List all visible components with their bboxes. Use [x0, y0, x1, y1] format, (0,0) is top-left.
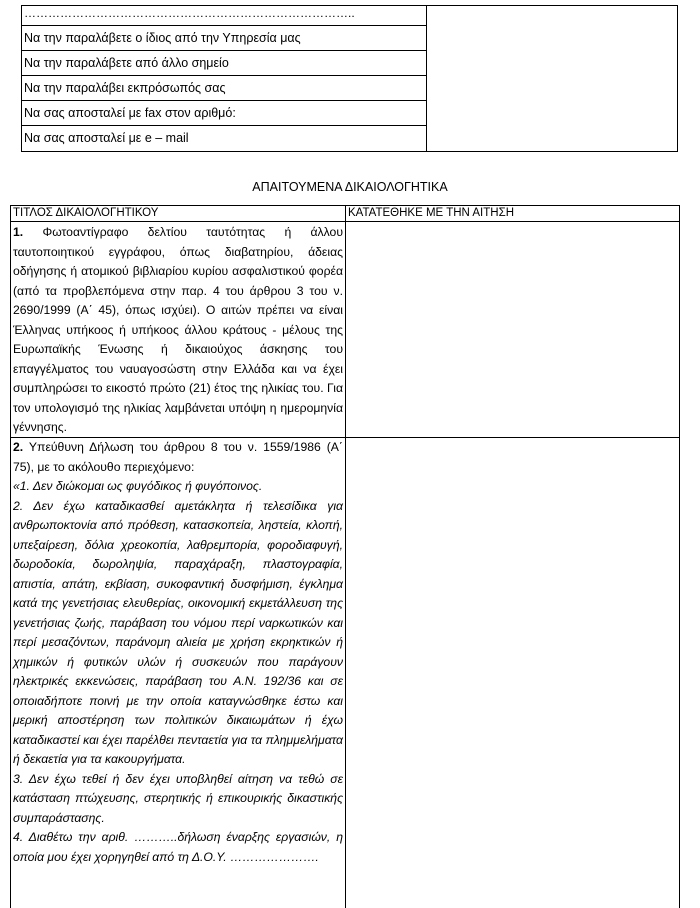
declaration-point-2: 2. Δεν έχω καταδικασθεί αμετάκλητα ή τελεσίδικα για ανθρωποκτονία από πρόθεση, κατασκοπεία, ληστεία, κλοπή, υπεξαίρεση, δόλια χρεοκοπία, λαθρεμπορία, φοροδιαφυγή, δωροδοκία, δωροληψία, παραχάραξη, πλαστογραφία, απιστία, απάτη, εκβίαση, συκοφαντική δυσφήμιση, έγκλημα κατά της γενετήσιας ελευθερίας, οικονομική εκμετάλλευση της γενετήσιας ζωής, παράβαση του νόμου περί ναρκωτικών και περί μεσαζόντων, παράνομη αλιεία με χρήση εκρηκτικών ή χημικών ή φυτικών υλών ή συσκευών που παράγουν ηλεκτρικές εκκενώσεις, παράβαση του Α.Ν. 192/36 και σε οποιαδήποτε ποινή με την οποία καταγνώσθηκε έστω και μερική αποστέρηση των πολιτικών δικαιωμάτων ή έχω καταδικαστεί και έχει παρέλθει πενταετία για τα πλημμελήματα ή δεκαετία για τα κακουργήματα. [13, 498, 343, 766]
option-fax: Να σας αποσταλεί με fax στον αριθμό: [22, 101, 426, 126]
delivery-options-table [21, 5, 678, 152]
required-documents-table [10, 205, 680, 908]
option-receive-in-person: Να την παραλάβετε ο ίδιος από την Υπηρεσία μας [22, 26, 426, 51]
delivery-options-list [22, 6, 426, 151]
header-submitted-with-application: ΚΑΤΑΤΕΘΗΚΕ ΜΕ ΤΗΝ ΑΙΤΗΣΗ [348, 207, 514, 219]
declaration-point-3: 3. Δεν έχω τεθεί ή δεν έχει υποβληθεί αίτηση να τεθώ σε κατάσταση πτώχευσης, στερητικής ή επικουρικής δικαστικής συμπαράστασης. [13, 771, 343, 825]
declaration-point-4: 4. Διαθέτω την αριθ. ………..δήλωση έναρξης εργασιών, η οποία μου έχει χορηγηθεί από τη Δ.Ο.Υ. …………………. [13, 830, 343, 864]
table-row-item-2 [13, 438, 343, 867]
item-text: Υπεύθυνη Δήλωση του άρθρου 8 του ν. 1559/1986 (Α΄ 75), με το ακόλουθο περιεχόμενο: [13, 440, 343, 474]
item-number: 1. [13, 225, 24, 239]
item-text: Φωτοαντίγραφο δελτίου ταυτότητας ή άλλου ταυτοποιητικού εγγράφου, όπως διαβατηρίου, άδειας οδήγησης ή ατομικού βιβλιαρίου κυρίου ασφαλιστικού φορέα (από τα προβλεπόμενα στην παρ. 4 του άρθρου 3 του ν. 2690/1999 (Α΄ 45), όπως ισχύει). Ο αιτών πρέπει να είναι Έλληνας υπήκοος ή υπήκοος άλλου κράτους - μέλους της Ευρωπαϊκής Ένωσης ή δικαιούχος άσκησης του επαγγέλματος του ναυαγοσώστη στην Ελλάδα και να έχει συμπληρώσει το εικοστό πρώτο (21) έτος της ηλικίας του. Για τον υπολογισμό της ηλικίας λαμβάνεται υπόψη η ημερομηνία γέννησης. [13, 225, 343, 434]
declaration-point-1: «1. Δεν διώκομαι ως φυγόδικος ή φυγόποινος. [13, 479, 263, 493]
table-row-item-1 [13, 223, 343, 435]
option-email: Να σας αποσταλεί με e – mail [24, 131, 189, 145]
column-divider [345, 206, 346, 908]
section-title: ΑΠΑΙΤΟΥΜΕΝΑ ΔΙΚΑΙΟΛΟΓΗΤΙΚΑ [252, 180, 448, 194]
item-number: 2. [13, 440, 24, 454]
option-receive-elsewhere: Να την παραλάβετε από άλλο σημείο [22, 51, 426, 76]
column-divider [426, 6, 427, 151]
dotted-line: ……………………………………………………………………….. [22, 6, 426, 26]
option-representative: Να την παραλάβει εκπρόσωπός σας [22, 76, 426, 101]
header-document-title: ΤΙΤΛΟΣ ΔΙΚΑΙΟΛΟΓΗΤΙΚΟΥ [13, 207, 159, 219]
